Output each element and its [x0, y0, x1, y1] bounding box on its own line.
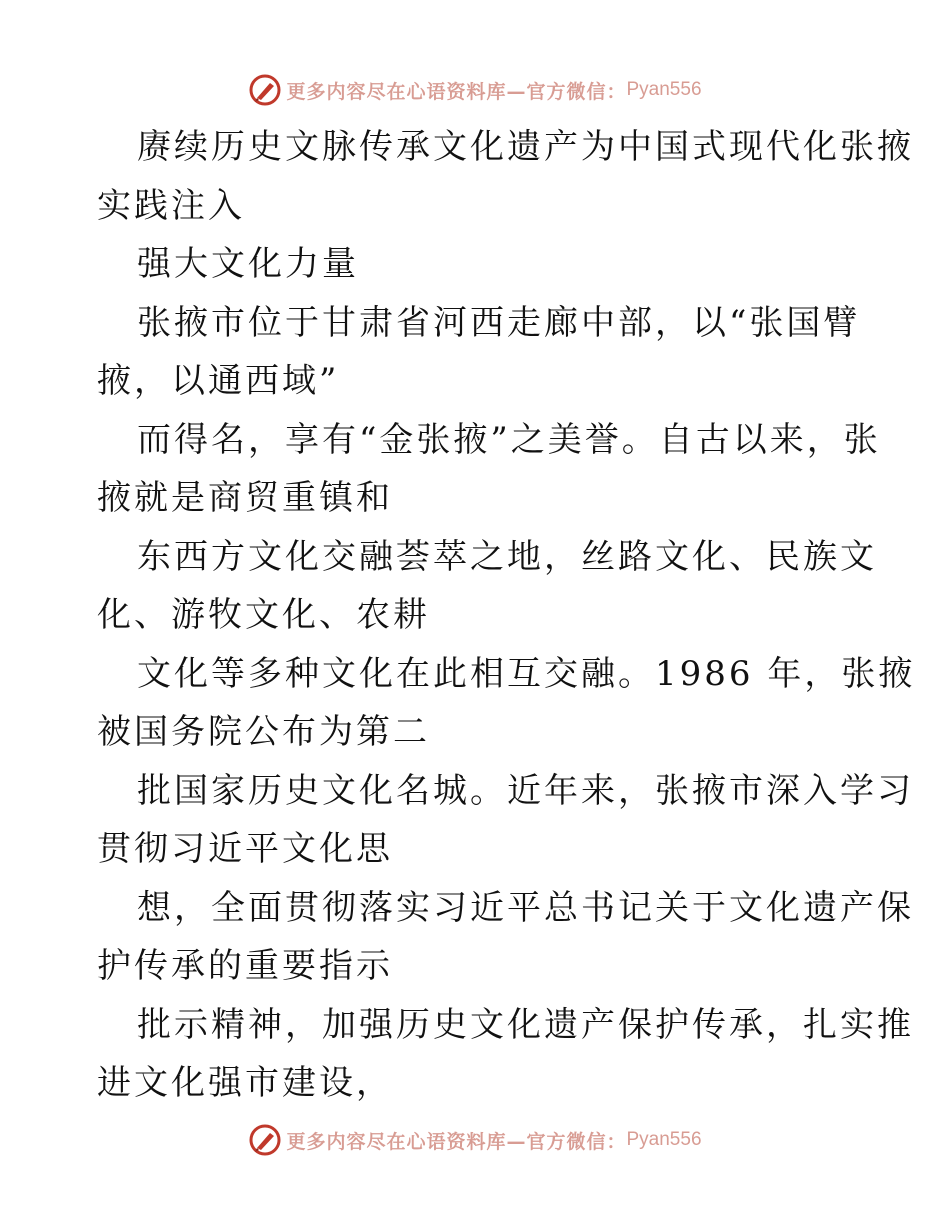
footer-banner — [0, 1120, 950, 1160]
text-line: 想，全面贯彻落实习近平总书记关于文化遗产保 — [137, 887, 914, 928]
text-line: 文化等多种文化在此相互交融。1986 年，张掖 — [137, 653, 916, 694]
text-line: 实践注入 — [97, 185, 245, 226]
document-body — [97, 118, 916, 1113]
text-line: 化、游牧文化、农耕 — [97, 595, 430, 635]
text-line: 被国务院公布为第二 — [97, 712, 430, 752]
text-line: 而得名，享有“金张掖”之美誉。自古以来，张 — [137, 419, 881, 460]
pen-logo-icon — [248, 73, 282, 107]
text-line: 东西方文化交融荟萃之地，丝路文化、民族文 — [137, 536, 877, 577]
header-banner-id: Pyan556 — [626, 79, 702, 100]
header-banner-text: 更多内容尽在心语资料库—官方微信： — [286, 80, 627, 103]
header-banner — [0, 70, 950, 110]
text-line: 批国家历史文化名城。近年来，张掖市深入学习 — [137, 770, 914, 811]
text-line: 护传承的重要指示 — [97, 946, 393, 986]
text-line: 掖就是商贸重镇和 — [97, 478, 393, 518]
text-line: 掖，以通西域” — [97, 361, 340, 401]
text-line: 强大文化力量 — [137, 244, 359, 284]
text-line: 批示精神，加强历史文化遗产保护传承，扎实推 — [137, 1004, 914, 1045]
pen-logo-icon — [248, 1123, 282, 1157]
text-line: 贯彻习近平文化思 — [97, 829, 393, 869]
document-lines — [97, 118, 916, 1113]
footer-banner-id: Pyan556 — [626, 1129, 702, 1150]
text-line: 张掖市位于甘肃省河西走廊中部，以“张国臂 — [137, 302, 861, 343]
text-line: 赓续历史文脉传承文化遗产为中国式现代化张掖 — [137, 127, 914, 167]
text-line: 进文化强市建设， — [97, 1063, 393, 1103]
footer-banner-text: 更多内容尽在心语资料库—官方微信： — [286, 1130, 627, 1153]
